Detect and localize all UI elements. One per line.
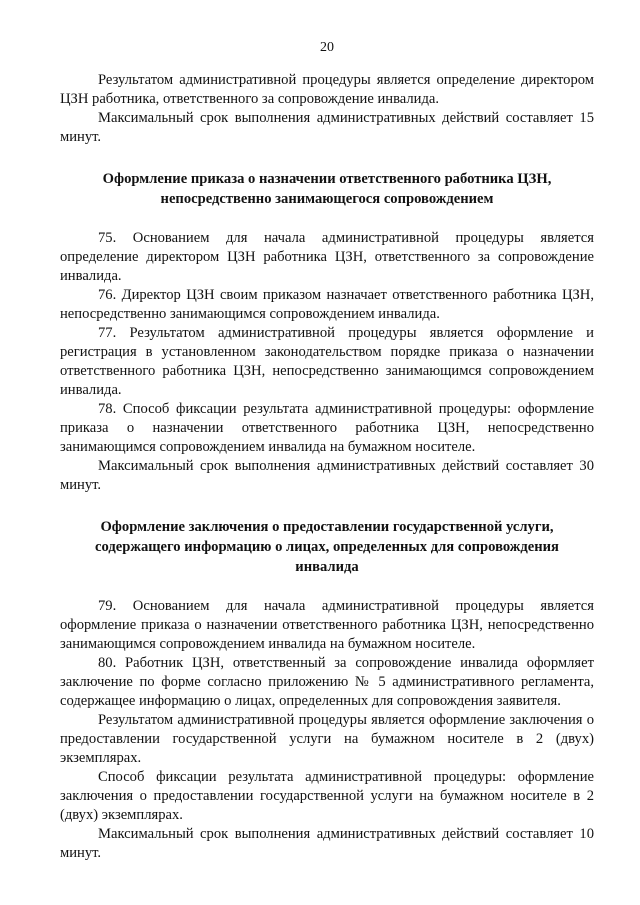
- heading-line: инвалида: [295, 559, 359, 575]
- heading-line: содержащего информацию о лицах, определенных для сопровождения: [95, 539, 559, 555]
- paragraph: Способ фиксации результата административной процедуры: оформление заключения о предоставлении государственной услуги на бумажном носителе в 2 (двух) экземплярах.: [60, 769, 594, 823]
- paragraph: 75. Основанием для начала административной процедуры является определение директором ЦЗН работника ЦЗН, ответственного за сопровождение инвалида.: [60, 230, 594, 284]
- section-heading-order: [60, 169, 594, 209]
- heading-line: Оформление заключения о предоставлении государственной услуги,: [100, 519, 554, 535]
- heading-line: Оформление приказа о назначении ответственного работника ЦЗН,: [102, 171, 552, 187]
- paragraph: Результатом административной процедуры является определение директором ЦЗН работника, ответственного за сопровождение инвалида.: [60, 72, 594, 107]
- heading-line: непосредственно занимающегося сопровождением: [160, 191, 494, 207]
- paragraph: 78. Способ фиксации результата административной процедуры: оформление приказа о назначении ответственного работника ЦЗН, непосредственно занимающимся сопровождением инвалида на бумажном носителе.: [60, 401, 594, 455]
- paragraph: Результатом административной процедуры является оформление заключения о предоставлении государственной услуги на бумажном носителе в 2 (двух) экземплярах.: [60, 712, 594, 766]
- intro-block: [60, 71, 594, 147]
- paragraph: 80. Работник ЦЗН, ответственный за сопровождение инвалида оформляет заключение по форме согласно приложению № 5 административного регламента, содержащее информацию о лицах, определенных для сопровождения заявителя.: [60, 655, 594, 709]
- paragraph: 76. Директор ЦЗН своим приказом назначает ответственного работника ЦЗН, непосредственно занимающимся сопровождением инвалида.: [60, 287, 594, 322]
- paragraph: Максимальный срок выполнения административных действий составляет 30 минут.: [60, 458, 594, 493]
- page-number: 20: [320, 40, 334, 55]
- section-body-order: [60, 229, 594, 495]
- paragraph: Максимальный срок выполнения административных действий составляет 15 минут.: [60, 110, 594, 145]
- paragraph: 77. Результатом административной процедуры является оформление и регистрация в установленном законодательством порядке приказа о назначении ответственного работника ЦЗН, непосредственно занимающимся сопровождением инвалида.: [60, 325, 594, 398]
- section-body-conclusion: [60, 597, 594, 863]
- paragraph: Максимальный срок выполнения административных действий составляет 10 минут.: [60, 826, 594, 861]
- section-heading-conclusion: [60, 517, 594, 577]
- paragraph: 79. Основанием для начала административной процедуры является оформление приказа о назначении ответственного работника ЦЗН, непосредственно занимающимся сопровождением инвалида на бумажном носителе.: [60, 598, 594, 652]
